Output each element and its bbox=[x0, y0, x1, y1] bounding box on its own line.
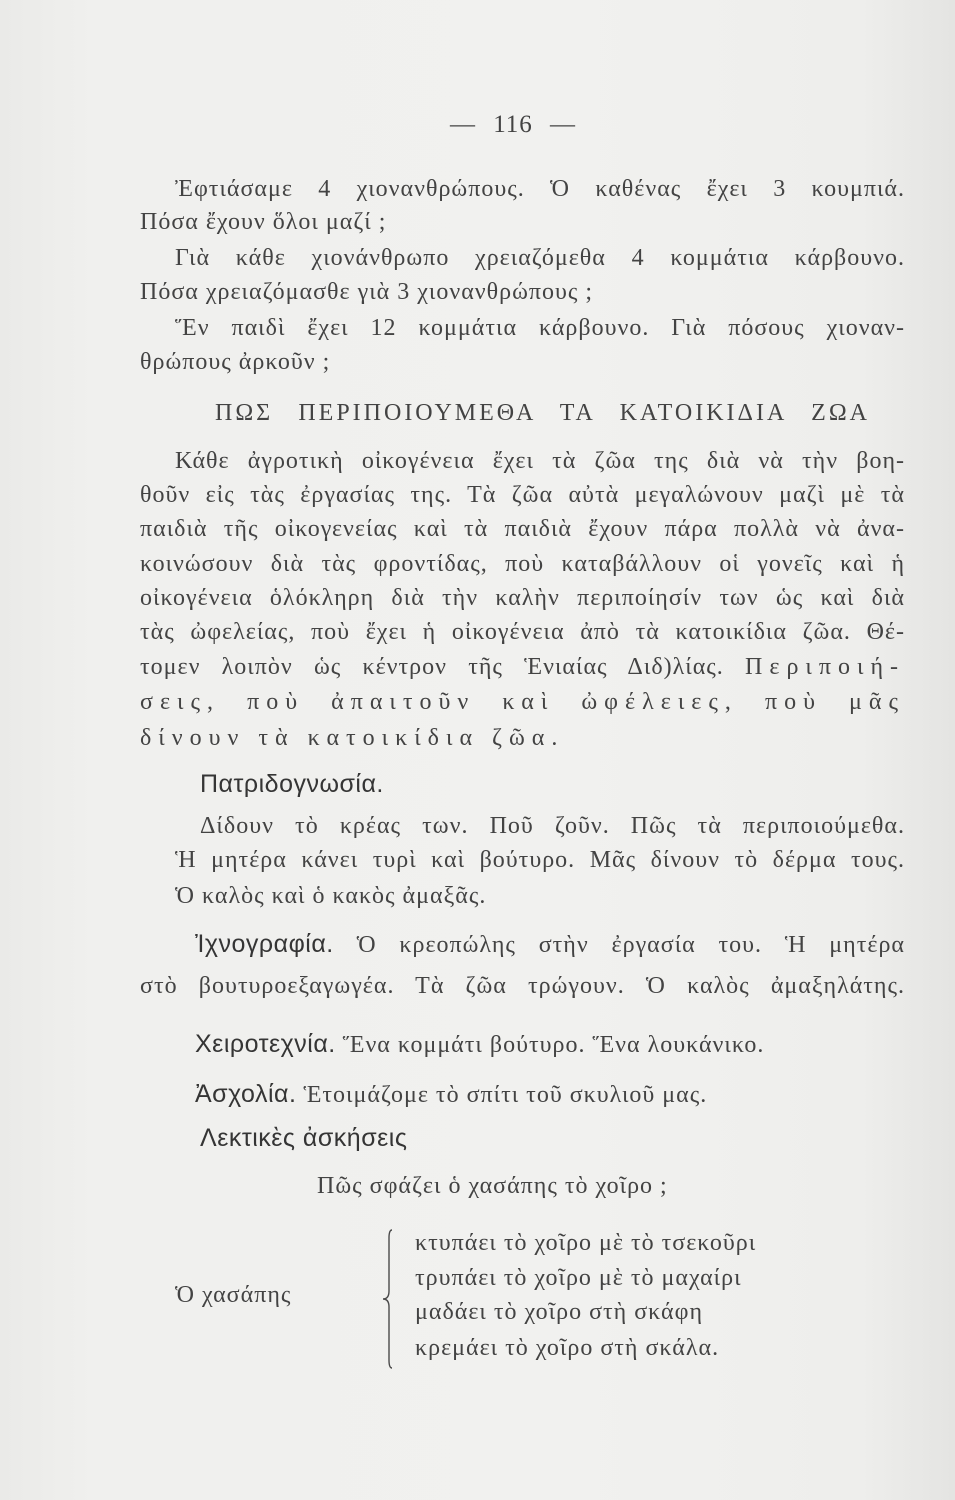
subject-text: Ἑτοιμάζομε τὸ σπίτι τοῦ σκυλιοῦ μας. bbox=[303, 1082, 708, 1108]
subject-line: Δίδουν τὸ κρέας των. Ποῦ ζοῦν. Πῶς τὰ περιποιούμεθα. bbox=[200, 813, 905, 839]
subject-line bbox=[195, 1029, 764, 1059]
section-heading: ΠΩΣ ΠΕΡΙΠΟΙΟΥΜΕΘΑ ΤΑ ΚΑΤΟΙΚΙΔΙΑ ΖΩΑ bbox=[215, 400, 870, 426]
subject-label: Χειροτεχνία. bbox=[195, 1030, 336, 1058]
body-line: τὰς ὠφελείας, ποὺ ἔχει ἡ οἰκογένεια ἀπὸ τὰ κατοικίδια ζῶα. Θέ- bbox=[140, 619, 905, 645]
exercise-predicate: κρεμάει τὸ χοῖρο στὴ σκάλα. bbox=[415, 1335, 720, 1361]
body-line: οἰκογένεια ὁλόκληρη διὰ τὴν καλὴν περιποίησίν των ὡς καὶ διὰ bbox=[140, 585, 905, 611]
subject-label: Πατριδογνωσία. bbox=[200, 770, 384, 798]
body-text: τομεν λοιπὸν ὡς κέντρον τῆς Ἑνιαίας Διδ)λίας. bbox=[140, 654, 724, 680]
theme-spaced-text: Περιποιή- bbox=[745, 654, 905, 680]
subject-line bbox=[195, 929, 905, 959]
exercise-predicate: μαδάει τὸ χοῖρο στὴ σκάφη bbox=[415, 1299, 703, 1325]
exercise-question: Πῶς σφάζει ὁ χασάπης τὸ χοῖρο ; bbox=[317, 1173, 668, 1199]
theme-spaced-line: δίνουν τὰ κατοικίδια ζῶα. bbox=[140, 725, 565, 751]
exercise-subject: Ὁ χασάπης bbox=[175, 1282, 292, 1308]
body-line bbox=[140, 652, 905, 682]
problem-line: Πόσα ἔχουν ὅλοι μαζί ; bbox=[140, 209, 387, 235]
subject-line: στὸ βουτυροεξαγωγέα. Τὰ ζῶα τρώγουν. Ὁ καλὸς ἀμαξηλάτης. bbox=[140, 973, 905, 999]
subject-label: Λεκτικὲς ἀσκήσεις bbox=[200, 1124, 408, 1152]
subject-heading bbox=[200, 769, 384, 799]
theme-spaced-line: σεις, ποὺ ἀπαιτοῦν καὶ ὠφέλειες, ποὺ μᾶς bbox=[140, 689, 905, 715]
subject-text: Ὁ κρεοπώλης στὴν ἐργασία του. Ἡ μητέρα bbox=[356, 932, 905, 958]
exercise-predicate: τρυπάει τὸ χοῖρο μὲ τὸ μαχαίρι bbox=[415, 1265, 742, 1291]
problem-line: θρώπους ἀρκοῦν ; bbox=[140, 349, 331, 375]
subject-line: Ὁ καλὸς καὶ ὁ κακὸς ἀμαξᾶς. bbox=[175, 883, 487, 909]
problem-line: Πόσα χρειαζόμασθε γιὰ 3 χιονανθρώπους ; bbox=[140, 279, 594, 305]
problem-line: Ἕν παιδὶ ἔχει 12 κομμάτια κάρβουνο. Γιὰ πόσους χιοναν- bbox=[175, 315, 905, 341]
subject-text: Ἕνα κομμάτι βούτυρο. Ἕνα λουκάνικο. bbox=[342, 1032, 765, 1058]
subject-line: Ἡ μητέρα κάνει τυρὶ καὶ βούτυρο. Μᾶς δίνουν τὸ δέρμα τους. bbox=[175, 847, 905, 873]
page-number: — 116 — bbox=[449, 111, 577, 138]
body-line: παιδιὰ τῆς οἰκογενείας καὶ τὰ παιδιὰ ἔχουν πάρα πολλὰ νὰ ἀνα- bbox=[140, 516, 905, 542]
problem-line: Ἐφτιάσαμε 4 χιονανθρώπους. Ὁ καθένας ἔχει 3 κουμπιά. bbox=[175, 176, 905, 202]
body-line: Κάθε ἀγροτικὴ οἰκογένεια ἔχει τὰ ζῶα της διὰ νὰ τὴν βοη- bbox=[175, 448, 905, 474]
subject-heading bbox=[200, 1123, 407, 1153]
subject-label: Ἀσχολία. bbox=[195, 1080, 297, 1108]
curly-brace-icon bbox=[378, 1228, 396, 1370]
exercise-predicate: κτυπάει τὸ χοῖρο μὲ τὸ τσεκοῦρι bbox=[415, 1230, 757, 1256]
problem-line: Γιὰ κάθε χιονάνθρωπο χρειαζόμεθα 4 κομμάτια κάρβουνο. bbox=[175, 245, 905, 271]
body-line: θοῦν εἰς τὰς ἐργασίας της. Τὰ ζῶα αὐτὰ μεγαλώνουν μαζὶ μὲ τὰ bbox=[140, 482, 905, 508]
subject-line bbox=[195, 1079, 707, 1109]
subject-label: Ἰχνογραφία. bbox=[195, 930, 334, 958]
body-line: κοινώσουν διὰ τὰς φροντίδας, ποὺ καταβάλλουν οἱ γονεῖς καὶ ἡ bbox=[140, 551, 905, 577]
